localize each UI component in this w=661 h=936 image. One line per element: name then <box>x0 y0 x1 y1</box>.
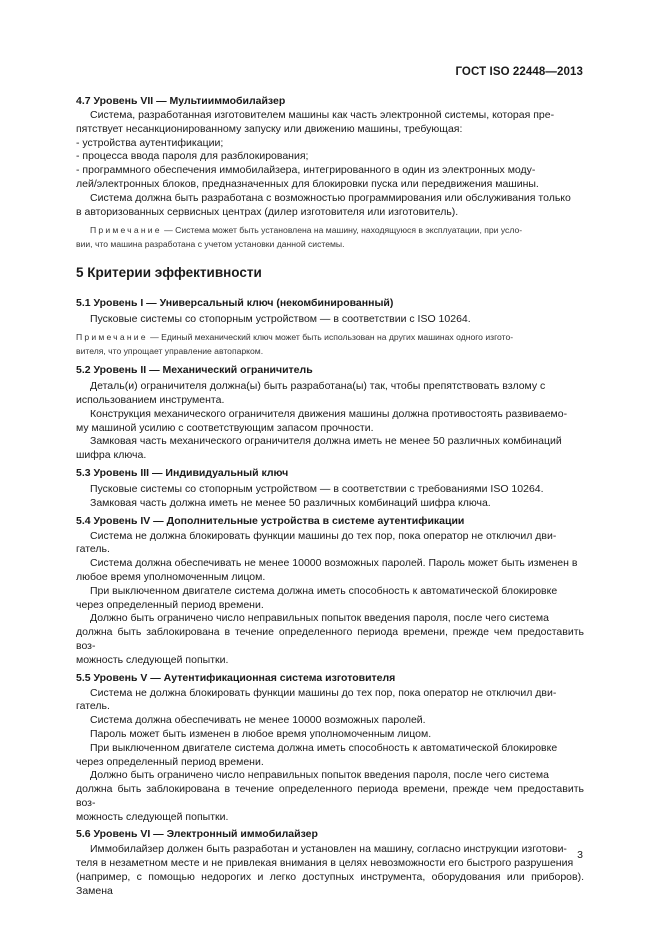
note: Примечание — Система может быть установлена на машину, находящуюся в эксплуатации, при усло- <box>90 225 523 236</box>
paragraph: гатель. <box>76 700 110 713</box>
list-item: - устройства аутентификации; <box>76 136 224 149</box>
paragraph: Конструкция механического ограничителя движения машины должна противостоять развиваемо- <box>90 407 568 420</box>
document-header-id: ГОСТ ISO 22448—2013 <box>455 66 583 78</box>
paragraph: (например, с помощью недорогих и легко доступных инструмента, оборудования или приборов). Замена <box>76 871 584 897</box>
paragraph: Замковая часть механического ограничителя должна иметь не менее 50 различных комбинаций <box>90 435 562 448</box>
note-cont: вии, что машина разработана с учетом установки данной системы. <box>76 238 345 249</box>
paragraph: Замковая часть должна иметь не менее 50 различных комбинаций шифра ключа. <box>90 496 491 509</box>
paragraph: в авторизованных сервисных центрах (дилер изготовителя или изготовитель). <box>76 205 459 218</box>
paragraph: При выключенном двигателе система должна иметь способность к автоматической блокировке <box>90 584 558 597</box>
list-item: - процесса ввода пароля для разблокирования; <box>76 150 309 163</box>
paragraph: через определенный период времени. <box>76 598 264 611</box>
paragraph: Должно быть ограничено число неправильных попыток введения пароля, после чего система <box>90 769 549 782</box>
paragraph: Система не должна блокировать функции машины до тех пор, пока оператор не отключил дви- <box>90 529 557 542</box>
paragraph: можность следующей попытки. <box>76 653 229 666</box>
paragraph: Система должна обеспечивать не менее 10000 возможных паролей. Пароль может быть изменен в <box>90 557 578 570</box>
page-number: 3 <box>577 849 583 861</box>
paragraph: му машиной усилию с соответствующим запасом прочности. <box>76 421 374 434</box>
paragraph: Пароль может быть изменен в любое время уполномоченным лицом. <box>90 727 432 740</box>
paragraph: пятствует несанкционированному запуску или движению машины, требующая: <box>76 122 463 135</box>
paragraph: При выключенном двигателе система должна иметь способность к автоматической блокировке <box>90 741 558 754</box>
paragraph: Система должна обеспечивать не менее 10000 возможных паролей. <box>90 714 426 727</box>
section-5-title: 5 Критерии эффективности <box>76 265 262 281</box>
note-label: Примечание <box>76 332 148 343</box>
section-5-3-title: 5.3 Уровень III — Индивидуальный ключ <box>76 466 289 479</box>
paragraph: гатель. <box>76 543 110 556</box>
paragraph: теля в незаметном месте и не привлекая внимания в целях невозможности его быстрого разрушения <box>76 857 574 870</box>
section-5-4-title: 5.4 Уровень IV — Дополнительные устройства в системе аутентификации <box>76 514 465 527</box>
paragraph: Система, разработанная изготовителем машины как часть электронной системы, которая пре- <box>90 109 555 121</box>
paragraph: любое время уполномоченным лицом. <box>76 570 266 583</box>
paragraph: Система должна быть разработана с возможностью программирования или обслуживания только <box>90 191 571 204</box>
paragraph: Система не должна блокировать функции машины до тех пор, пока оператор не отключил дви- <box>90 686 557 699</box>
section-5-5-title: 5.5 Уровень V — Аутентификационная система изготовителя <box>76 671 396 684</box>
note-label: Примечание <box>90 225 162 236</box>
paragraph: можность следующей попытки. <box>76 810 229 823</box>
list-item: - программного обеспечения иммобилайзера, интегрированного в один из электронных моду- <box>76 164 536 177</box>
section-5-1-title: 5.1 Уровень I — Универсальный ключ (некомбинированный) <box>76 297 394 310</box>
paragraph: Иммобилайзер должен быть разработан и установлен на машину, согласно инструкции изготови- <box>90 843 567 856</box>
paragraph: использованием инструмента. <box>76 393 225 406</box>
list-item-cont: лей/электронных блоков, предназначенных для блокировки пуска или передвижения машины. <box>76 177 539 190</box>
paragraph: должна быть заблокирована в течение определенного периода времени, прежде чем предоставить воз- <box>76 783 584 809</box>
paragraph: через определенный период времени. <box>76 755 264 768</box>
paragraph: Пусковые системы со стопорным устройством — в соответствии с ISO 10264. <box>90 313 471 326</box>
note-cont: вителя, что упрощает управление автопарком. <box>76 345 264 356</box>
paragraph: Должно быть ограничено число неправильных попыток введения пароля, после чего система <box>90 612 549 625</box>
paragraph: должна быть заблокирована в течение определенного периода времени, прежде чем предоставить воз- <box>76 626 584 652</box>
paragraph: Деталь(и) ограничителя должна(ы) быть разработана(ы) так, чтобы препятствовать взлому с <box>90 380 546 393</box>
note: Примечание — Единый механический ключ может быть использован на других машинах одного изгото- <box>76 332 514 343</box>
document-body <box>76 94 584 899</box>
paragraph: Пусковые системы со стопорным устройством — в соответствии с требованиями ISO 10264. <box>90 482 544 495</box>
section-5-2-title: 5.2 Уровень II — Механический ограничитель <box>76 364 313 377</box>
section-4-7-title: 4.7 Уровень VII — Мультииммобилайзер <box>76 95 286 107</box>
section-5-6-title: 5.6 Уровень VI — Электронный иммобилайзер <box>76 828 318 841</box>
paragraph: шифра ключа. <box>76 449 147 462</box>
